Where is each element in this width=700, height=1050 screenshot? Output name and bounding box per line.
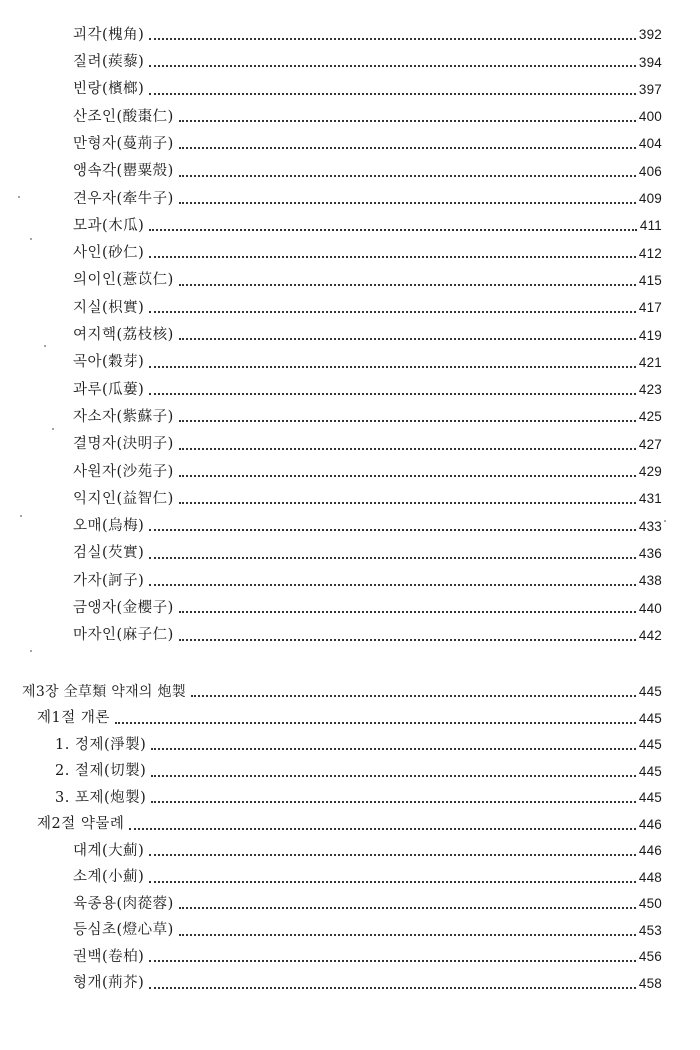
toc-entry-page-number: 392 — [638, 27, 662, 43]
toc-entry-page-number: 446 — [638, 816, 662, 832]
toc-entry-title: 2. 절제(切製) — [55, 763, 147, 780]
toc-entry-page-number: 453 — [638, 922, 662, 938]
toc-entry — [73, 541, 662, 567]
toc-entry — [73, 971, 662, 997]
dot-leader — [149, 228, 637, 231]
toc-entry-title: 자소자(紫蘇子) — [73, 408, 174, 425]
toc-entry-page-number: 411 — [639, 218, 662, 234]
toc-entry — [73, 891, 662, 917]
toc-entry — [55, 759, 662, 785]
toc-entry-title: 의이인(薏苡仁) — [73, 272, 174, 289]
toc-entry — [73, 159, 662, 185]
dot-leader — [151, 774, 636, 777]
toc-entry-page-number: 412 — [638, 245, 662, 261]
toc-entry-title: 곡아(穀芽) — [73, 354, 145, 371]
toc-entry — [55, 785, 662, 811]
toc-entry — [73, 623, 662, 649]
toc-entry-title: 오매(烏梅) — [73, 518, 145, 535]
toc-entry — [73, 49, 662, 75]
toc-entry-page-number: 445 — [638, 737, 662, 753]
toc-entry-page-number: 448 — [638, 869, 662, 885]
toc-entry-page-number: 431 — [638, 491, 662, 507]
toc-entry-title: 사원자(沙苑子) — [73, 463, 174, 480]
dot-leader — [149, 880, 636, 883]
dot-leader — [179, 119, 636, 122]
toc-entry — [73, 186, 662, 212]
toc-entry-title: 견우자(牽牛子) — [73, 190, 174, 207]
toc-entry-title: 제3장 全草類 약재의 炮製 — [22, 684, 187, 700]
dot-leader — [149, 64, 636, 67]
toc-entry-page-number: 438 — [638, 573, 662, 589]
toc-entry — [73, 104, 662, 130]
toc-entry-page-number: 445 — [638, 684, 662, 700]
toc-entry-page-number: 445 — [638, 790, 662, 806]
toc-entry — [73, 350, 662, 376]
toc-entry-title: 여지핵(荔枝核) — [73, 327, 174, 344]
toc-entry-page-number: 415 — [638, 272, 662, 288]
toc-entry-title: 3. 포제(炮製) — [55, 789, 147, 806]
dot-leader — [179, 474, 636, 477]
toc-entry — [73, 404, 662, 430]
dot-leader — [149, 986, 636, 989]
toc-entry — [73, 240, 662, 266]
dot-leader — [179, 201, 636, 204]
toc-entry-page-number: 423 — [638, 382, 662, 398]
dot-leader — [179, 283, 636, 286]
dot-leader — [149, 583, 636, 586]
dot-leader — [179, 638, 636, 641]
toc-entry-page-number: 404 — [638, 136, 662, 152]
dot-leader — [179, 501, 636, 504]
toc-entry-page-number: 397 — [638, 81, 662, 97]
toc-entry-title: 괴각(槐角) — [73, 26, 145, 43]
toc-entry-page-number: 436 — [638, 545, 662, 561]
toc-entry — [55, 732, 662, 758]
toc-entry — [73, 377, 662, 403]
toc-entry-title: 육종용(肉蓯蓉) — [73, 895, 174, 912]
toc-entry-page-number: 445 — [638, 710, 662, 726]
toc-entry-page-number: 433 — [638, 518, 662, 534]
toc-entry-title: 산조인(酸棗仁) — [73, 108, 174, 125]
toc-entry-page-number: 446 — [638, 843, 662, 859]
toc-entry-page-number: 440 — [638, 600, 662, 616]
toc-entry-page-number: 417 — [638, 300, 662, 316]
dot-leader — [149, 853, 636, 856]
toc-entry-page-number: 427 — [638, 436, 662, 452]
scan-speck — [30, 238, 32, 240]
toc-entry — [73, 486, 662, 512]
toc-entry-title: 사인(砂仁) — [73, 245, 145, 262]
toc-entry-title: 질려(蒺藜) — [73, 54, 145, 71]
toc-entry-page-number: 406 — [638, 163, 662, 179]
toc-entry-page-number: 421 — [638, 354, 662, 370]
dot-leader — [115, 721, 636, 724]
dot-leader — [149, 92, 636, 95]
dot-leader — [179, 610, 636, 613]
dot-leader — [179, 174, 636, 177]
toc-entry-title: 모과(木瓜) — [73, 217, 145, 234]
dot-leader — [179, 146, 636, 149]
toc-entry — [73, 459, 662, 485]
toc-entry — [73, 595, 662, 621]
dot-leader — [179, 447, 636, 450]
toc-entry-title: 대계(大薊) — [73, 842, 145, 859]
scan-speck — [30, 650, 32, 652]
toc-entry — [37, 706, 662, 732]
toc-entry-page-number: 429 — [638, 464, 662, 480]
toc-entry-title: 1. 정제(淨製) — [55, 736, 147, 753]
toc-entry-page-number: 445 — [638, 763, 662, 779]
scan-speck — [664, 520, 666, 522]
toc-entry-page-number: 400 — [638, 109, 662, 125]
toc-entry-title: 권백(卷柏) — [73, 948, 145, 965]
toc-entry — [73, 213, 662, 239]
toc-entry — [73, 918, 662, 944]
scan-speck — [20, 515, 22, 517]
toc-entry — [37, 812, 662, 838]
toc-entry-page-number: 419 — [638, 327, 662, 343]
toc-entry — [73, 77, 662, 103]
toc-entry — [73, 865, 662, 891]
toc-entry — [73, 944, 662, 970]
toc-entry — [73, 322, 662, 348]
toc-entry-title: 빈랑(檳榔) — [73, 81, 145, 98]
toc-entry-title: 가자(訶子) — [73, 572, 145, 589]
dot-leader — [149, 959, 636, 962]
dot-leader — [151, 800, 636, 803]
dot-leader — [129, 827, 636, 830]
toc-entry-title: 익지인(益智仁) — [73, 490, 174, 507]
toc-entry — [73, 838, 662, 864]
toc-entry-title: 제2절 약물례 — [37, 816, 125, 833]
toc-entry — [73, 513, 662, 539]
dot-leader — [149, 392, 636, 395]
toc-entry — [73, 268, 662, 294]
dot-leader — [149, 37, 636, 40]
dot-leader — [179, 419, 636, 422]
toc-entry-title: 마자인(麻子仁) — [73, 627, 174, 644]
dot-leader — [179, 906, 636, 909]
toc-entry-title: 지실(枳實) — [73, 299, 145, 316]
toc-entry-page-number: 450 — [638, 896, 662, 912]
toc-entry-title: 등심초(燈心草) — [73, 922, 174, 939]
toc-entry-page-number: 394 — [638, 54, 662, 70]
dot-leader — [179, 933, 636, 936]
toc-entry — [22, 679, 662, 705]
toc-entry-page-number: 456 — [638, 949, 662, 965]
toc-entry-title: 형개(荊芥) — [73, 975, 145, 992]
toc-entry — [73, 432, 662, 458]
toc-entry-page-number: 425 — [638, 409, 662, 425]
toc-entry-title: 제1절 개론 — [37, 710, 110, 727]
dot-leader — [149, 255, 636, 258]
dot-leader — [149, 528, 636, 531]
toc-entry-title: 만형자(蔓荊子) — [73, 135, 174, 152]
dot-leader — [149, 556, 636, 559]
dot-leader — [149, 365, 636, 368]
toc-entry-page-number: 409 — [638, 191, 662, 207]
toc-entry-title: 과루(瓜蔞) — [73, 381, 145, 398]
toc-entry-title: 소계(小薊) — [73, 869, 145, 886]
toc-entry — [73, 22, 662, 48]
toc-entry-page-number: 442 — [638, 627, 662, 643]
toc-entry-title: 금앵자(金櫻子) — [73, 600, 174, 617]
toc-entry-title: 결명자(決明子) — [73, 436, 174, 453]
scan-speck — [18, 196, 20, 198]
toc-entry — [73, 568, 662, 594]
dot-leader — [149, 310, 636, 313]
toc-entry — [73, 295, 662, 321]
toc-entry-title: 앵속각(罌粟殼) — [73, 163, 174, 180]
dot-leader — [191, 694, 636, 697]
scan-speck — [52, 428, 54, 430]
toc-entry — [73, 131, 662, 157]
toc-entry-title: 검실(芡實) — [73, 545, 145, 562]
dot-leader — [151, 747, 636, 750]
scan-speck — [44, 345, 46, 347]
toc-entry-page-number: 458 — [638, 975, 662, 991]
dot-leader — [179, 337, 636, 340]
